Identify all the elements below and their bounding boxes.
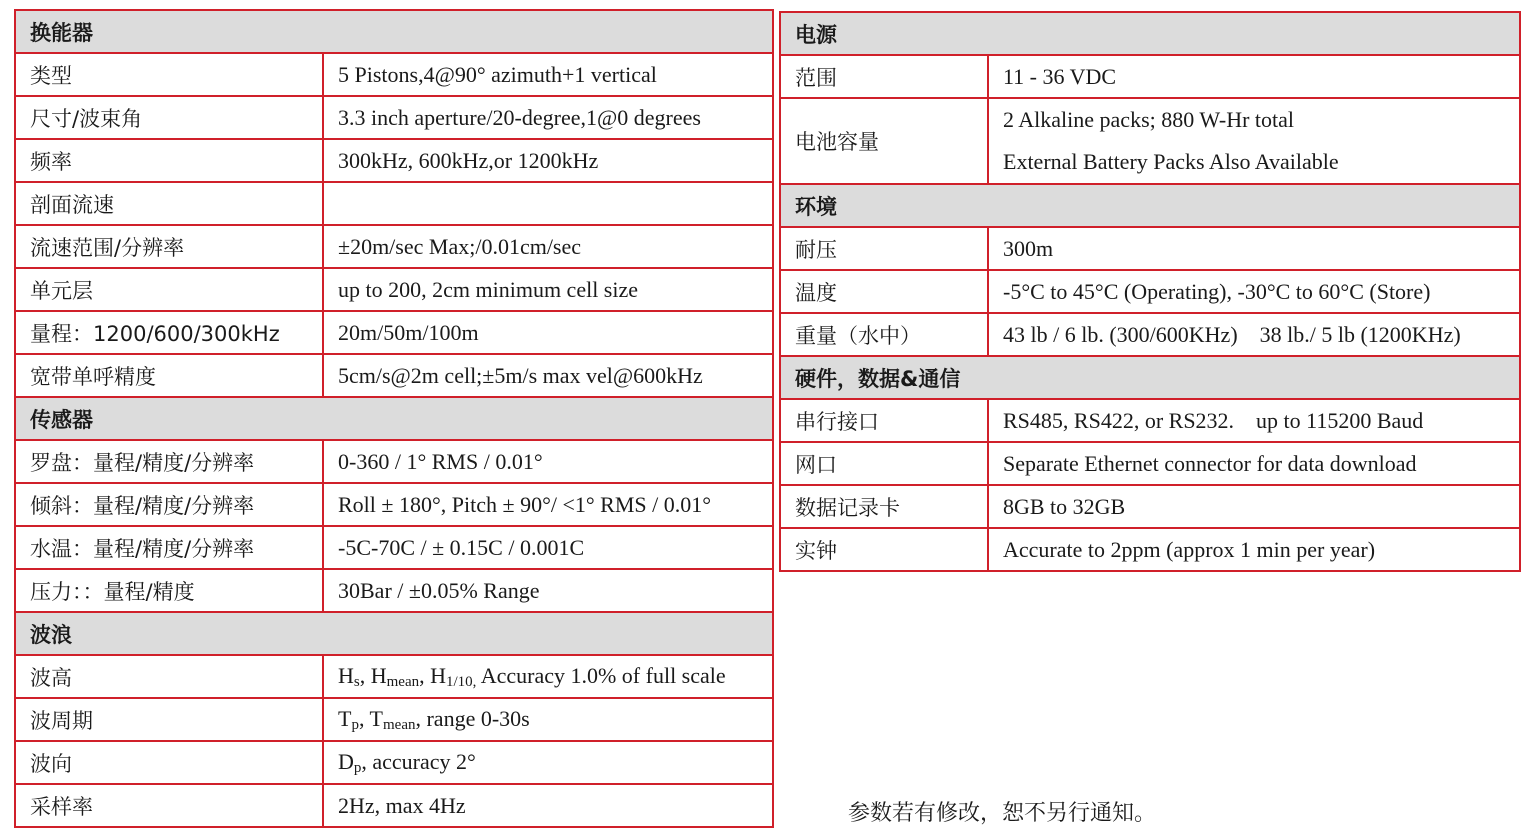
spec-label: 单元层	[15, 268, 323, 311]
spec-value: 8GB to 32GB	[988, 485, 1520, 528]
spec-label: 电池容量	[780, 98, 988, 184]
spec-label: 类型	[15, 53, 323, 96]
spec-value-battery: 2 Alkaline packs; 880 W-Hr total External Battery Packs Also Available	[988, 98, 1520, 184]
spec-label: 倾斜：量程/精度/分辨率	[15, 483, 323, 526]
spec-label: 频率	[15, 139, 323, 182]
spec-value: 300kHz, 600kHz,or 1200kHz	[323, 139, 773, 182]
table-row	[15, 526, 773, 569]
spec-value: Accurate to 2ppm (approx 1 min per year)	[988, 528, 1520, 571]
spec-label: 串行接口	[780, 399, 988, 442]
spec-value: 5 Pistons,4@90° azimuth+1 vertical	[323, 53, 773, 96]
table-row	[15, 268, 773, 311]
spec-value: up to 200, 2cm minimum cell size	[323, 268, 773, 311]
section-header-hardware	[780, 356, 1520, 399]
spec-value: Separate Ethernet connector for data download	[988, 442, 1520, 485]
section-title: 电源	[780, 12, 1520, 55]
spec-value: 43 lb / 6 lb. (300/600KHz) 38 lb./ 5 lb (1200KHz)	[988, 313, 1520, 356]
table-row	[15, 53, 773, 96]
spec-value: 3.3 inch aperture/20-degree,1@0 degrees	[323, 96, 773, 139]
spec-label: 压力：：量程/精度	[15, 569, 323, 612]
spec-value	[323, 182, 773, 225]
spec-value: ±20m/sec Max;/0.01cm/sec	[323, 225, 773, 268]
spec-value: -5C-70C / ± 0.15C / 0.001C	[323, 526, 773, 569]
table-row	[15, 225, 773, 268]
spec-value: -5°C to 45°C (Operating), -30°C to 60°C (Store)	[988, 270, 1520, 313]
spec-label: 罗盘：量程/精度/分辨率	[15, 440, 323, 483]
spec-label: 采样率	[15, 784, 323, 827]
table-row	[15, 569, 773, 612]
spec-label: 水温：量程/精度/分辨率	[15, 526, 323, 569]
table-row	[15, 655, 773, 698]
spec-value: 300m	[988, 227, 1520, 270]
table-row	[15, 741, 773, 784]
spec-label: 尺寸/波束角	[15, 96, 323, 139]
section-title: 传感器	[15, 397, 773, 440]
table-row	[15, 698, 773, 741]
table-row	[15, 96, 773, 139]
spec-label: 数据记录卡	[780, 485, 988, 528]
spec-value: 2Hz, max 4Hz	[323, 784, 773, 827]
section-header-waves	[15, 612, 773, 655]
spec-value: Roll ± 180°, Pitch ± 90°/ <1° RMS / 0.01°	[323, 483, 773, 526]
spec-label: 实钟	[780, 528, 988, 571]
spec-label: 剖面流速	[15, 182, 323, 225]
right-spec-table	[779, 11, 1521, 572]
section-title: 硬件，数据&通信	[780, 356, 1520, 399]
table-row	[15, 354, 773, 397]
table-row	[780, 270, 1520, 313]
section-header-environment	[780, 184, 1520, 227]
table-row	[780, 227, 1520, 270]
table-row	[780, 313, 1520, 356]
footnote: 参数若有修改，恕不另行通知。	[848, 801, 1157, 826]
spec-label: 耐压	[780, 227, 988, 270]
section-title: 换能器	[15, 10, 773, 53]
section-title: 波浪	[15, 612, 773, 655]
section-header-power	[780, 12, 1520, 55]
table-row	[15, 483, 773, 526]
section-header-sensors	[15, 397, 773, 440]
spec-value: RS485, RS422, or RS232. up to 115200 Baud	[988, 399, 1520, 442]
table-row	[780, 98, 1520, 184]
table-row	[780, 528, 1520, 571]
spec-label: 量程：1200/600/300kHz	[15, 311, 323, 354]
table-row	[780, 55, 1520, 98]
spec-label: 网口	[780, 442, 988, 485]
spec-value: 11 - 36 VDC	[988, 55, 1520, 98]
spec-value-wave-height: $H_s$, $H_{mean}$, $H_{1/10,}$ Accuracy 1.0% of full scale	[323, 655, 773, 698]
spec-label: 温度	[780, 270, 988, 313]
spec-label: 重量（水中）	[780, 313, 988, 356]
spec-label: 宽带单呼精度	[15, 354, 323, 397]
spec-label: 范围	[780, 55, 988, 98]
table-row	[15, 440, 773, 483]
spec-label: 流速范围/分辨率	[15, 225, 323, 268]
table-row	[780, 485, 1520, 528]
spec-label: 波高	[15, 655, 323, 698]
spec-value: 20m/50m/100m	[323, 311, 773, 354]
table-row	[15, 182, 773, 225]
table-row	[15, 784, 773, 827]
table-row	[15, 311, 773, 354]
spec-label: 波向	[15, 741, 323, 784]
spec-label: 波周期	[15, 698, 323, 741]
spec-value-wave-direction: $D_p$, accuracy 2°	[323, 741, 773, 784]
section-title: 环境	[780, 184, 1520, 227]
table-row	[780, 399, 1520, 442]
table-row	[780, 442, 1520, 485]
spec-value-wave-period: $T_p$, $T_{mean}$, range 0-30s	[323, 698, 773, 741]
table-row	[15, 139, 773, 182]
left-spec-table	[14, 9, 774, 828]
spec-value: 30Bar / ±0.05% Range	[323, 569, 773, 612]
spec-value: 0-360 / 1° RMS / 0.01°	[323, 440, 773, 483]
section-header-transducer	[15, 10, 773, 53]
spec-value: 5cm/s@2m cell;±5m/s max vel@600kHz	[323, 354, 773, 397]
